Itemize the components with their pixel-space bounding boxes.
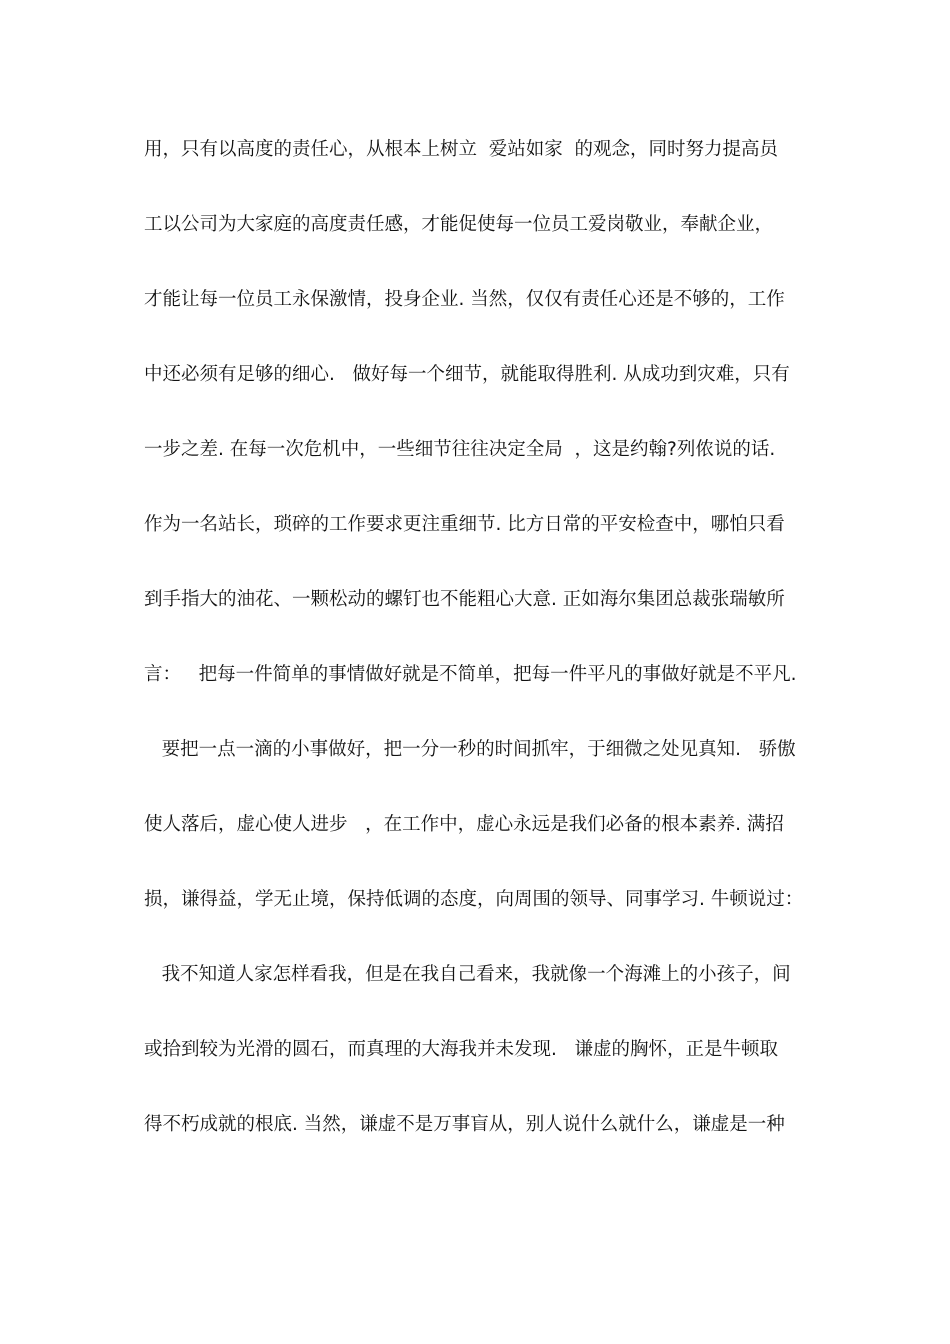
text-line: 使人落后，虚心使人进步 ，在工作中，虚心永远是我们必备的根本素养. 满招	[144, 814, 784, 835]
text-line: 或拾到较为光滑的圆石，而真理的大海我并未发现. 谦虚的胸怀，正是牛顿取	[144, 1039, 779, 1060]
text-line: 用，只有以高度的责任心，从根本上树立 爱站如家 的观念，同时努力提高员	[144, 139, 779, 160]
text-line: 中还必须有足够的细心. 做好每一个细节，就能取得胜利. 从成功到灾难，只有	[144, 364, 790, 385]
text-line: 言： 把每一件简单的事情做好就是不简单，把每一件平凡的事做好就是不平凡.	[144, 664, 797, 685]
text-line: 损，谦得益，学无止境，保持低调的态度，向周围的领导、同事学习. 牛顿说过：	[144, 889, 804, 910]
text-line: 工以公司为大家庭的高度责任感，才能促使每一位员工爱岗敬业，奉献企业，	[144, 214, 774, 235]
text-line: 才能让每一位员工永保激情，投身企业. 当然，仅仅有责任心还是不够的，工作	[144, 289, 785, 310]
body-text	[144, 131, 814, 1181]
text-line: 作为一名站长，琐碎的工作要求更注重细节. 比方日常的平安检查中，哪怕只看	[144, 514, 785, 535]
text-line: 到手指大的油花、一颗松动的螺钉也不能粗心大意. 正如海尔集团总裁张瑞敏所	[144, 589, 785, 610]
text-line: 得不朽成就的根底. 当然，谦虚不是万事盲从，别人说什么就什么，谦虚是一种	[144, 1114, 785, 1135]
text-line: 要把一点一滴的小事做好，把一分一秒的时间抓牢，于细微之处见真知. 骄傲	[144, 739, 796, 760]
text-line: 一步之差. 在每一次危机中，一些细节往往决定全局 ，这是约翰?列侬说的话.	[144, 439, 776, 460]
text-line: 我不知道人家怎样看我，但是在我自己看来，我就像一个海滩上的小孩子，间	[144, 964, 791, 985]
